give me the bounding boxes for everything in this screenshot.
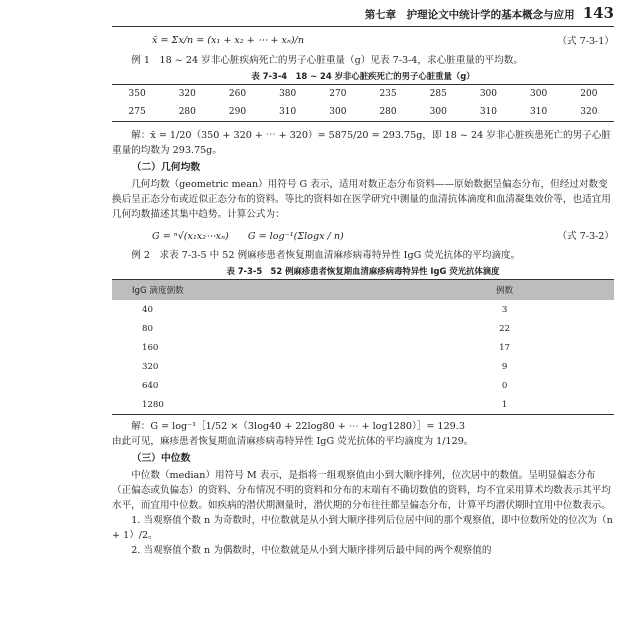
titer-cell: 640 bbox=[142, 380, 159, 391]
table-row bbox=[112, 395, 614, 415]
table-row bbox=[112, 103, 614, 122]
table-cell: 270 bbox=[329, 89, 347, 99]
titer-cell: 160 bbox=[142, 342, 159, 353]
count-cell: 1 bbox=[501, 399, 508, 410]
median-item-2: 2. 当观察值个数 n 为偶数时，中位数就是从小到大顺序排列后最中间的两个观察值的 bbox=[131, 545, 492, 556]
table-2-caption: 表 7-3-5 52 例麻疹患者恢复期血清麻疹病毒特异性 IgG 荧光抗体滴度 bbox=[226, 266, 500, 276]
count-cell: 3 bbox=[501, 304, 508, 315]
table-cell: 380 bbox=[279, 89, 297, 99]
table-row bbox=[112, 85, 614, 104]
table-cell: 235 bbox=[379, 89, 397, 99]
section-geometric-mean-body: 几何均数（geometric mean）用符号 G 表示，适用对数正态分布资料——原始数据呈偏态分布，但经过对数变换后呈正态分布或近似正态分布的资料。等比的资料如在医学研究中测量的血清抗体滴度和血清凝集效价等，也适宜用几何均数描述其集中趋势。计算公式为： bbox=[112, 179, 611, 220]
titer-cell: 320 bbox=[142, 361, 159, 372]
table-cell: 290 bbox=[228, 107, 247, 117]
section-median-title: （三）中位数 bbox=[131, 453, 191, 464]
table-cell: 350 bbox=[128, 89, 146, 99]
count-cell: 17 bbox=[499, 342, 511, 353]
table-cell: 275 bbox=[128, 107, 146, 117]
formula-mean-number: （式 7-3-1） bbox=[557, 36, 614, 47]
count-cell: 0 bbox=[501, 380, 508, 391]
table-header-row bbox=[112, 280, 614, 301]
titer-cell: 80 bbox=[142, 323, 153, 334]
table-row bbox=[112, 376, 614, 395]
titer-cell: 40 bbox=[142, 304, 153, 315]
table-cell: 310 bbox=[479, 107, 497, 117]
table-row bbox=[112, 300, 614, 319]
table-cell: 300 bbox=[329, 107, 347, 117]
example-2-text: 例 2 求表 7-3-5 中 52 例麻疹患者恢复期血清麻疹病毒特异性 IgG 荧光抗体的平均滴度。 bbox=[131, 250, 521, 261]
table-cell: 285 bbox=[429, 89, 447, 99]
header-count: 例数 bbox=[395, 280, 614, 301]
table-cell: 260 bbox=[228, 89, 247, 99]
section-median-body: 中位数（median）用符号 M 表示，是指将一组观察值由小到大顺序排列，位次居中的数值。呈明显偏态分布（正偏态或负偏态）的资料、分布情况不明的资料和分布的末端有不确切数值的资料，均不宜采用算术均数表示其平均水平，而宜用中位数。如疾病的潜伏期测量时，潜伏期的分布往往都呈偏态分布，计算平均潜伏期时宜用中位数表示。 bbox=[112, 470, 611, 511]
table-cell: 300 bbox=[530, 89, 548, 99]
chapter-title: 第七章 护理论文中统计学的基本概念与应用 bbox=[364, 9, 575, 21]
heart-weight-table bbox=[112, 84, 614, 122]
formula-geometric bbox=[112, 222, 614, 248]
median-item-1: 1. 当观察值个数 n 为奇数时，中位数就是从小到大顺序排列后位居中间的那个观察值，即中位数所处的位次为（n + 1）/2。 bbox=[112, 515, 613, 541]
solution-2-line: 解：G = log⁻¹［1/52 ×（3log40 + 22log80 + ⋯ + log1280）］= 129.3 bbox=[131, 421, 465, 432]
page-number: 143 bbox=[582, 4, 614, 22]
table-1-caption: 表 7-3-4 18 ~ 24 岁非心脏疾死亡的男子心脏重量（g） bbox=[251, 71, 475, 81]
table-cell: 320 bbox=[580, 107, 598, 117]
count-cell: 9 bbox=[501, 361, 508, 372]
solution-1-text: 解：x̄ = 1/20（350 + 320 + ⋯ + 320）= 5875/20 = 293.75g，即 18 ~ 24 岁非心脏疾患死亡的男子心脏重量的均数为 293.75g。 bbox=[112, 130, 611, 156]
page-header bbox=[112, 0, 614, 27]
igg-titer-table bbox=[112, 279, 614, 415]
table-cell: 280 bbox=[379, 107, 397, 117]
table-cell: 280 bbox=[178, 107, 196, 117]
example-1-text: 例 1 18 ~ 24 岁非心脏疾病死亡的男子心脏重量（g）见表 7-3-4，求心脏重量的平均数。 bbox=[131, 55, 523, 66]
formula-geometric-expression: G = ⁿ√(x₁x₂⋯xₙ) G = log⁻¹(Σlogx / n) bbox=[152, 231, 344, 242]
count-cell: 22 bbox=[499, 323, 511, 334]
formula-mean bbox=[112, 27, 614, 53]
table-row bbox=[112, 357, 614, 376]
header-titer: IgG 滴度倒数 bbox=[112, 280, 395, 301]
titer-cell: 1280 bbox=[142, 399, 164, 410]
table-cell: 200 bbox=[580, 89, 598, 99]
table-cell: 320 bbox=[178, 89, 196, 99]
formula-mean-expression: x̄ = Σx/n = (x₁ + x₂ + ⋯ + xₙ)/n bbox=[152, 34, 305, 46]
table-cell: 300 bbox=[429, 107, 447, 117]
table-cell: 300 bbox=[479, 89, 497, 99]
section-geometric-mean-title: （二）几何均数 bbox=[131, 162, 201, 173]
table-cell: 310 bbox=[530, 107, 548, 117]
table-cell: 310 bbox=[279, 107, 297, 117]
solution-2-conclusion: 由此可见，麻疹患者恢复期血清麻疹病毒特异性 IgG 荧光抗体的平均滴度为 1/129。 bbox=[112, 436, 474, 447]
table-row bbox=[112, 319, 614, 338]
table-row bbox=[112, 338, 614, 357]
formula-geometric-number: （式 7-3-2） bbox=[557, 231, 614, 242]
